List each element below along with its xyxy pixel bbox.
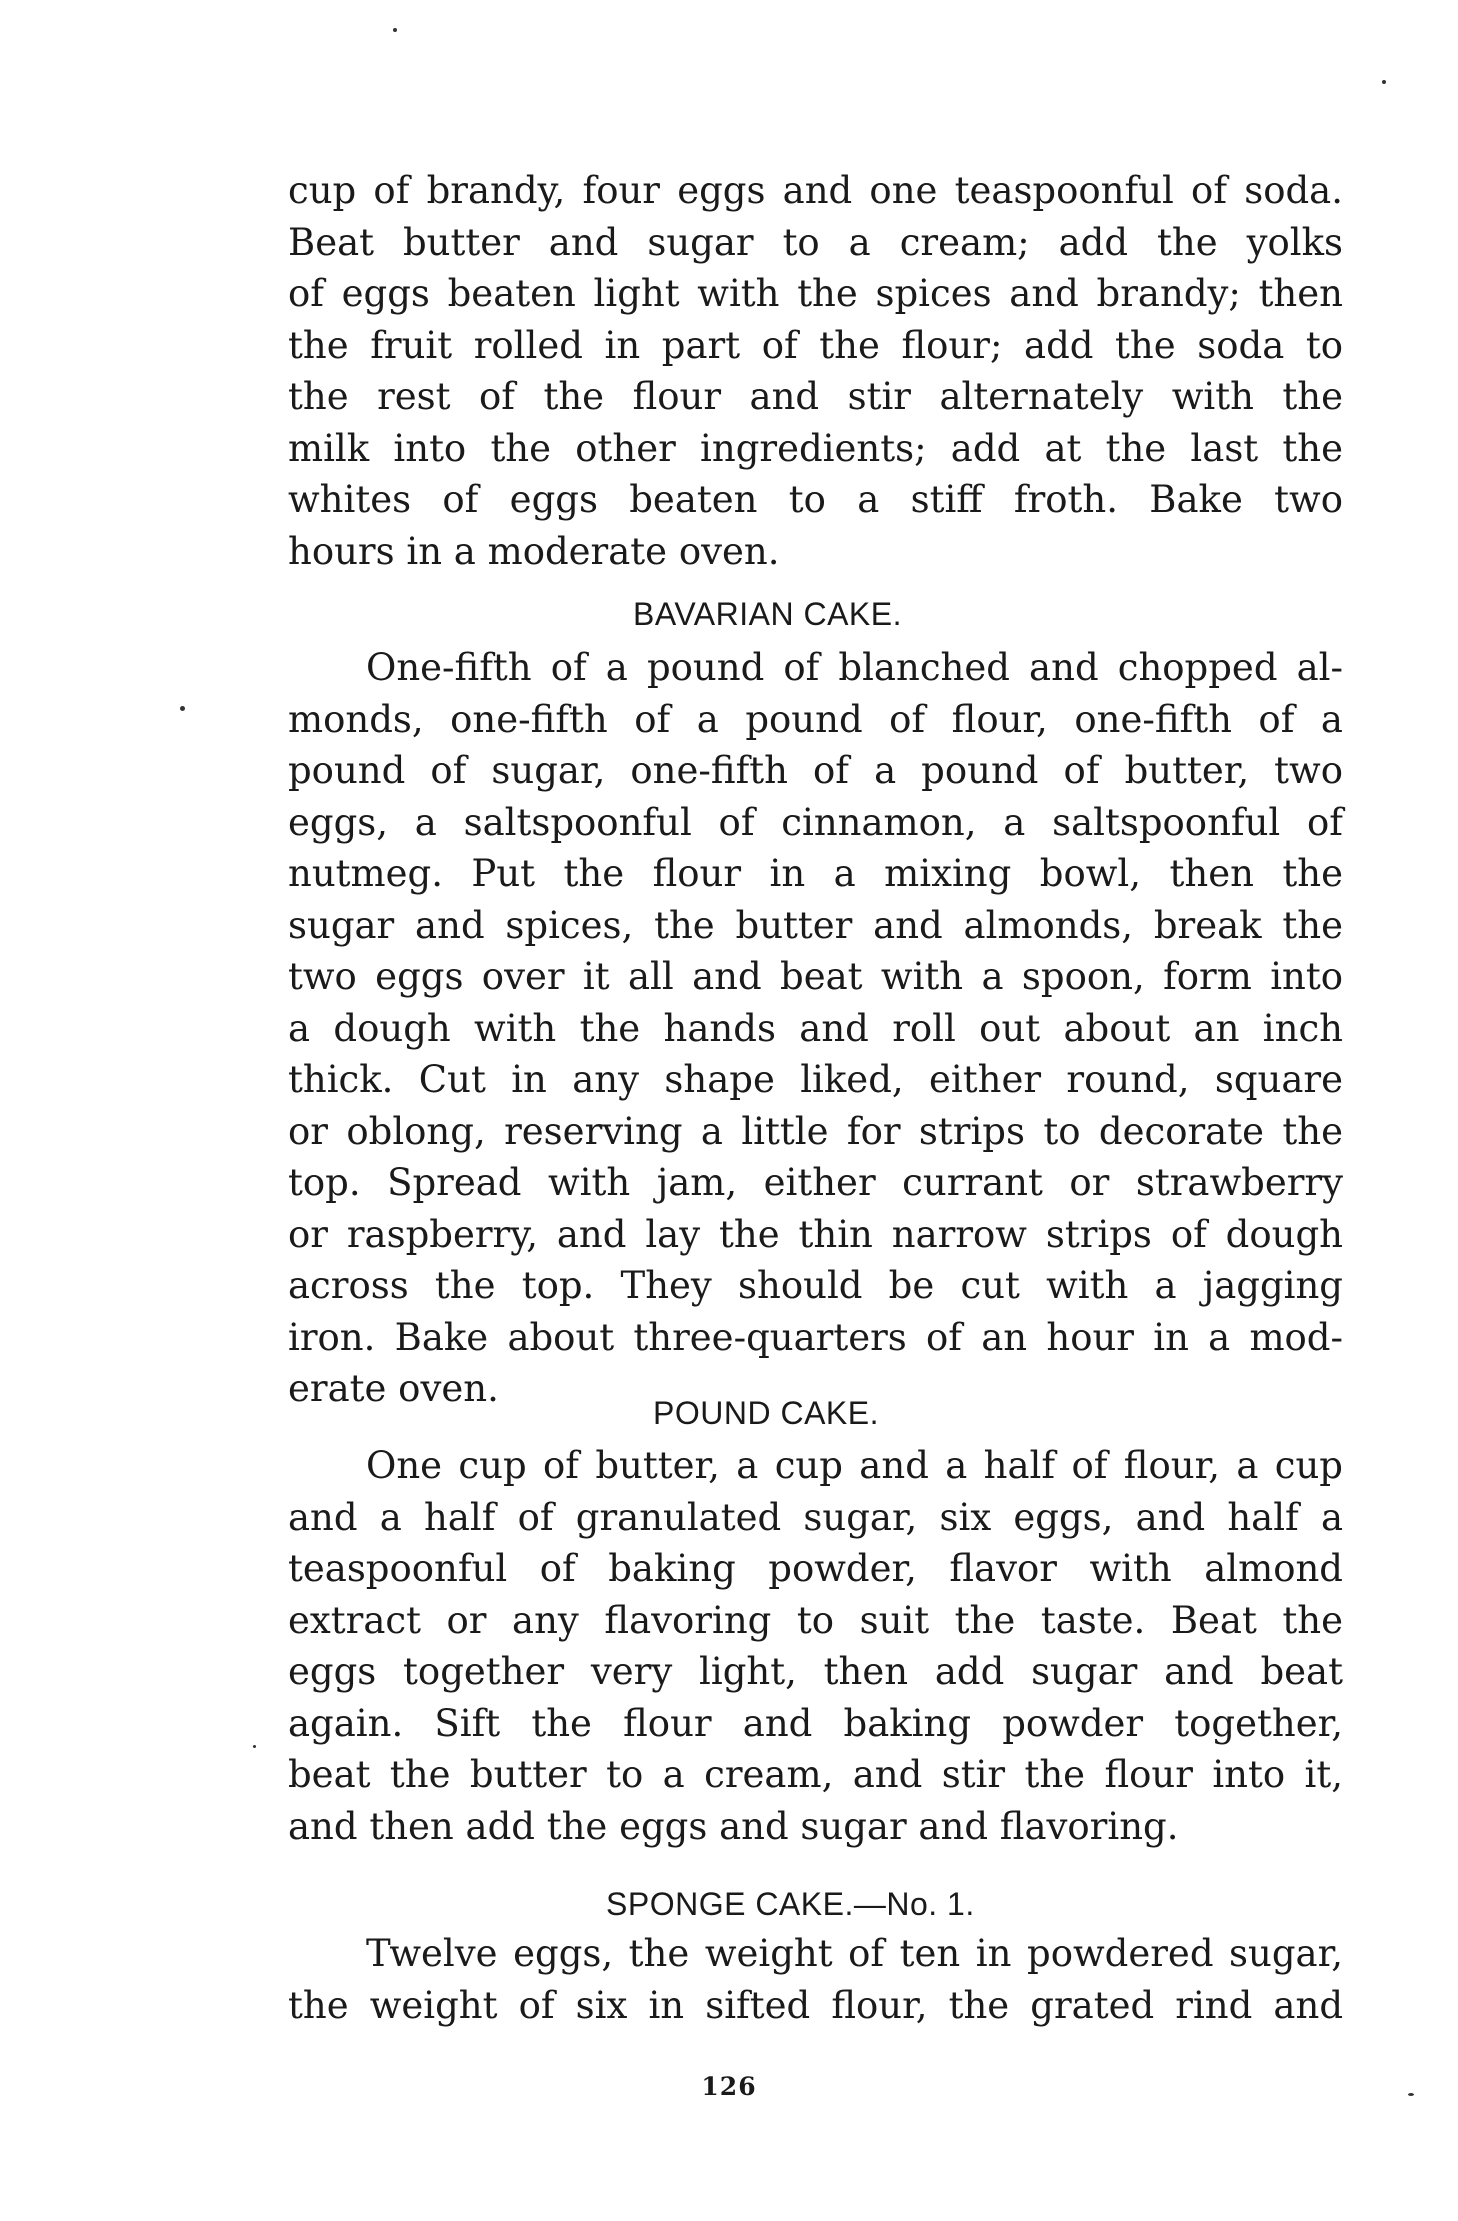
paragraph-sponge-cake: [288, 1928, 1343, 2031]
text-line: or oblong, reserving a little for strips to decorate the: [288, 1109, 1343, 1153]
text-line: or raspberry, and lay the thin narrow strips of dough: [288, 1212, 1343, 1256]
page-number: 126: [701, 2072, 757, 2101]
text-line: erate oven.: [288, 1367, 499, 1410]
text-line: again. Sift the flour and baking powder together,: [288, 1701, 1343, 1745]
paragraph-pound-cake: [288, 1440, 1343, 1852]
text-line: whites of eggs beaten to a stiff froth. Bake two: [288, 478, 1343, 521]
recipe-heading-pound-cake: POUND CAKE.: [653, 1395, 879, 1431]
text-line: thick. Cut in any shape liked, either round, square: [288, 1058, 1343, 1101]
scan-speck: [253, 1745, 256, 1748]
text-line: One-fifth of a pound of blanched and chopped al-: [366, 646, 1343, 689]
text-line: of eggs beaten light with the spices and brandy; then: [288, 272, 1343, 315]
text-line: top. Spread with jam, either currant or strawberry: [288, 1161, 1343, 1204]
text-line: the rest of the flour and stir alternately with the: [288, 375, 1343, 418]
text-line: pound of sugar, one-fifth of a pound of butter, two: [288, 749, 1343, 792]
text-line: iron. Bake about three-quarters of an hour in a mod-: [288, 1315, 1343, 1359]
text-line: beat the butter to a cream, and stir the flour into it,: [288, 1753, 1343, 1796]
text-line: sugar and spices, the butter and almonds, break the: [288, 903, 1343, 947]
text-line: Twelve eggs, the weight of ten in powdered sugar,: [366, 1932, 1343, 1975]
text-line: milk into the other ingredients; add at the last the: [288, 426, 1343, 470]
text-line: nutmeg. Put the flour in a mixing bowl, then the: [288, 852, 1343, 895]
text-line: a dough with the hands and roll out about an inch: [288, 1006, 1343, 1050]
text-line: eggs together very light, then add sugar and beat: [288, 1650, 1343, 1693]
text-line: extract or any flavoring to suit the taste. Beat the: [288, 1598, 1343, 1642]
text-line: eggs, a saltspoonful of cinnamon, a saltspoonful of: [288, 800, 1343, 844]
recipe-heading-sponge-cake: SPONGE CAKE.—No. 1.: [606, 1886, 975, 1922]
text-line: and a half of granulated sugar, six eggs, and half a: [288, 1495, 1343, 1539]
scan-speck: [180, 706, 185, 711]
text-line: teaspoonful of baking powder, flavor with almond: [288, 1547, 1343, 1590]
text-line: cup of brandy, four eggs and one teaspoonful of soda.: [288, 169, 1343, 212]
paragraph-bavarian-cake: [288, 642, 1343, 1415]
scan-speck: [1382, 80, 1386, 84]
scan-speck: [393, 28, 397, 32]
text-line: monds, one-fifth of a pound of flour, one-fifth of a: [288, 697, 1343, 741]
text-line: across the top. They should be cut with a jagging: [288, 1264, 1343, 1307]
recipe-heading-bavarian-cake: BAVARIAN CAKE.: [633, 596, 902, 632]
paragraph-fruit-cake-continued: [288, 165, 1343, 577]
text-line: Beat butter and sugar to a cream; add the yolks: [288, 220, 1343, 264]
text-line: hours in a moderate oven.: [288, 529, 780, 573]
text-line: two eggs over it all and beat with a spoon, form into: [288, 955, 1343, 998]
text-line: the fruit rolled in part of the flour; add the soda to: [288, 323, 1343, 367]
text-line: One cup of butter, a cup and a half of flour, a cup: [366, 1444, 1343, 1487]
text-line: the weight of six in sifted flour, the grated rind and: [288, 1983, 1343, 2027]
text-line: and then add the eggs and sugar and flavoring.: [288, 1804, 1179, 1848]
